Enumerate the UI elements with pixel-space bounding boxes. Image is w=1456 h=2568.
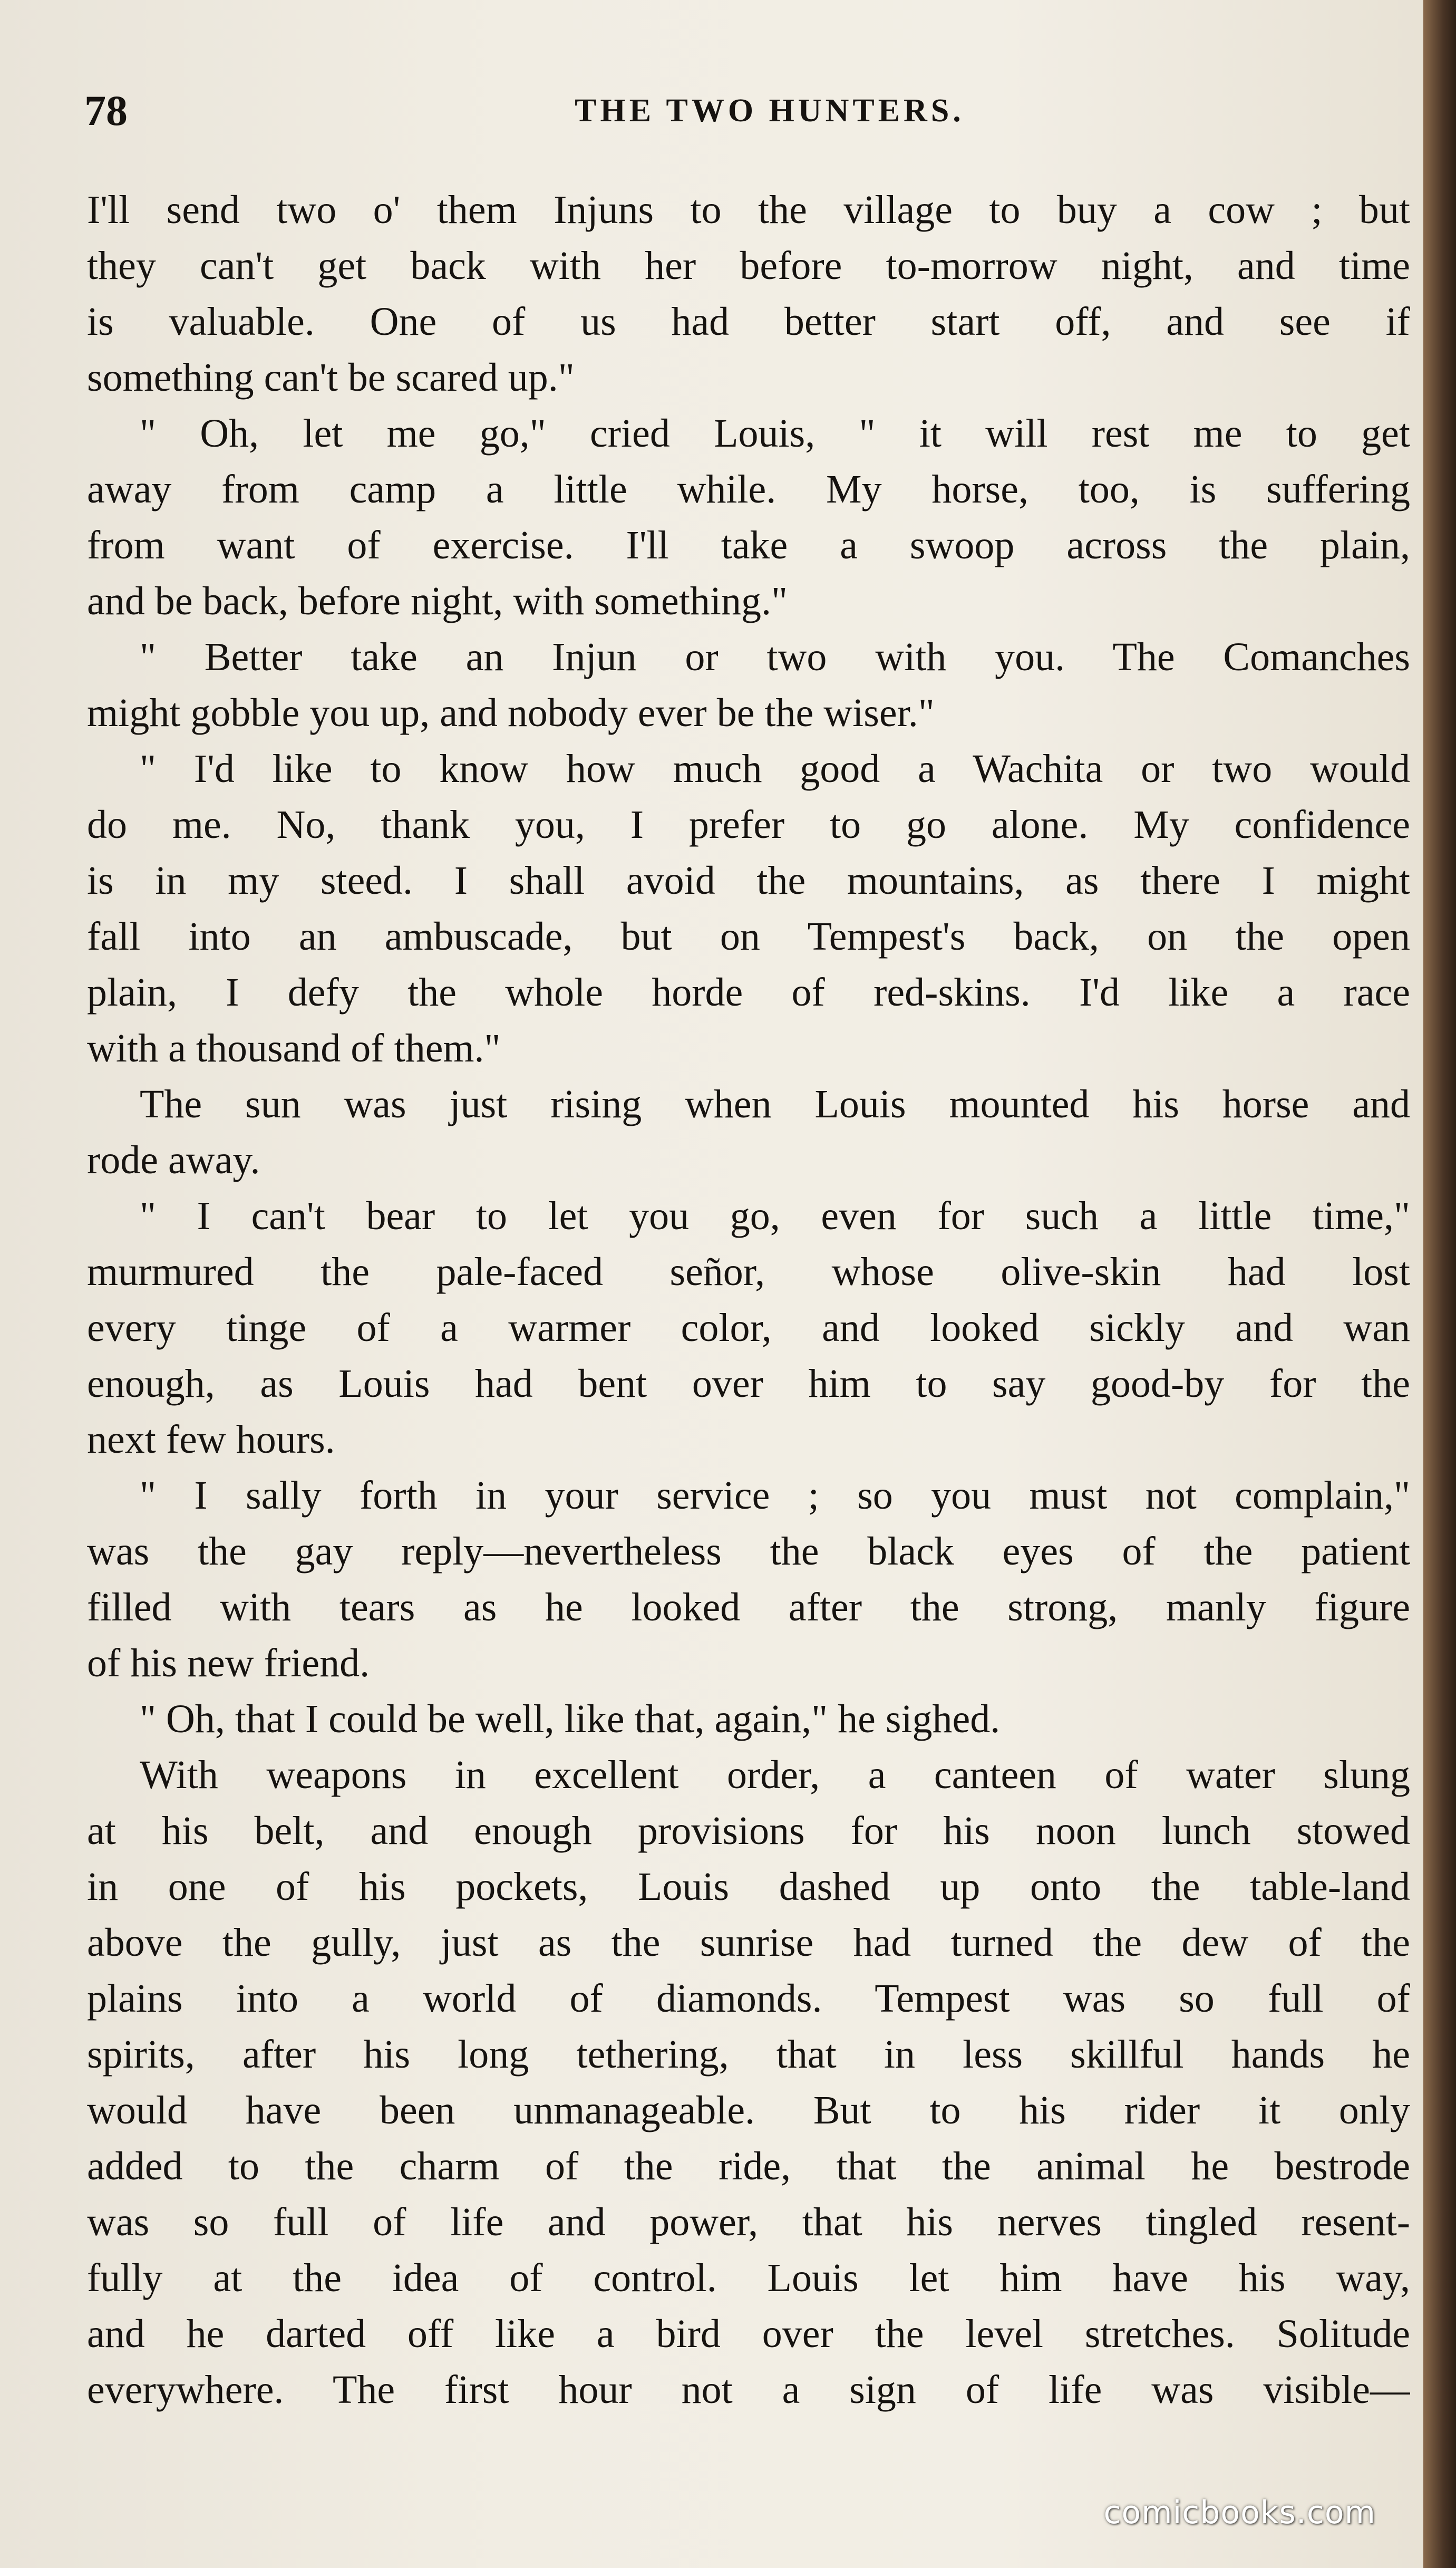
text-line: might gobble you up, and nobody ever be the wiser." (87, 691, 935, 735)
body-text (87, 182, 1410, 2418)
text-line: plain, I defy the whole horde of red-skins. I'd like a race (87, 970, 1410, 1015)
text-line: from want of exercise. I'll take a swoop across the plain, (87, 523, 1410, 567)
text-line: and he darted off like a bird over the level stretches. Solitude (87, 2312, 1410, 2356)
text-line: " I sally forth in your service ; so you must not complain," (140, 1473, 1410, 1518)
text-line: spirits, after his long tethering, that in less skillful hands he (87, 2032, 1410, 2077)
text-line: away from camp a little while. My horse, too, is suffering (87, 467, 1410, 511)
text-line: filled with tears as he looked after the strong, manly figure (87, 1585, 1410, 1629)
text-line: every tinge of a warmer color, and looked sickly and wan (87, 1306, 1410, 1350)
text-line: With weapons in excellent order, a canteen of water slung (140, 1753, 1410, 1797)
text-line: with a thousand of them." (87, 1026, 501, 1070)
book-spine-edge (1423, 0, 1456, 2568)
text-line: they can't get back with her before to-morrow night, and time (87, 244, 1410, 288)
text-line: I'll send two o' them Injuns to the village to buy a cow ; but (87, 188, 1410, 232)
text-line: above the gully, just as the sunrise had turned the dew of the (87, 1920, 1410, 1965)
text-line: plains into a world of diamonds. Tempest was so full of (87, 1976, 1410, 2021)
text-line: " Oh, let me go," cried Louis, " it will rest me to get (140, 411, 1410, 456)
text-line: " I'd like to know how much good a Wachita or two would (140, 747, 1410, 791)
text-line: something can't be scared up." (87, 355, 575, 400)
text-line: fall into an ambuscade, but on Tempest's back, on the open (87, 914, 1410, 959)
running-title: THE TWO HUNTERS. (575, 93, 965, 129)
text-line: and be back, before night, with something." (87, 579, 788, 623)
text-line: was the gay reply—nevertheless the black eyes of the patient (87, 1529, 1410, 1573)
text-line: " Better take an Injun or two with you. The Comanches (140, 635, 1410, 679)
text-line: fully at the idea of control. Louis let him have his way, (87, 2256, 1410, 2300)
text-line: " Oh, that I could be well, like that, again," he sighed. (140, 1697, 1001, 1741)
text-line: everywhere. The first hour not a sign of life was visible— (87, 2368, 1410, 2412)
text-line: of his new friend. (87, 1641, 370, 1685)
text-line: at his belt, and enough provisions for his noon lunch stowed (87, 1809, 1410, 1853)
text-line: in one of his pockets, Louis dashed up onto the table-land (87, 1865, 1410, 1909)
text-line: would have been unmanageable. But to his rider it only (87, 2088, 1410, 2132)
text-line: is in my steed. I shall avoid the mountains, as there I might (87, 858, 1410, 903)
text-line: " I can't bear to let you go, even for such a little time," (140, 1194, 1410, 1238)
text-line: murmured the pale-faced señor, whose olive-skin had lost (87, 1250, 1410, 1294)
text-line: enough, as Louis had bent over him to say good-by for the (87, 1362, 1410, 1406)
text-line: was so full of life and power, that his nerves tingled resent- (87, 2200, 1410, 2244)
text-line: is valuable. One of us had better start off, and see if (87, 300, 1410, 344)
text-line: rode away. (87, 1138, 260, 1182)
text-line: next few hours. (87, 1417, 335, 1462)
text-line: do me. No, thank you, I prefer to go alone. My confidence (87, 803, 1410, 847)
page-number: 78 (84, 86, 128, 134)
text-line: added to the charm of the ride, that the animal he bestrode (87, 2144, 1410, 2188)
page-header (84, 76, 1413, 145)
text-line: The sun was just rising when Louis mounted his horse and (140, 1082, 1410, 1126)
watermark: comicbooks.com (1103, 2494, 1376, 2531)
